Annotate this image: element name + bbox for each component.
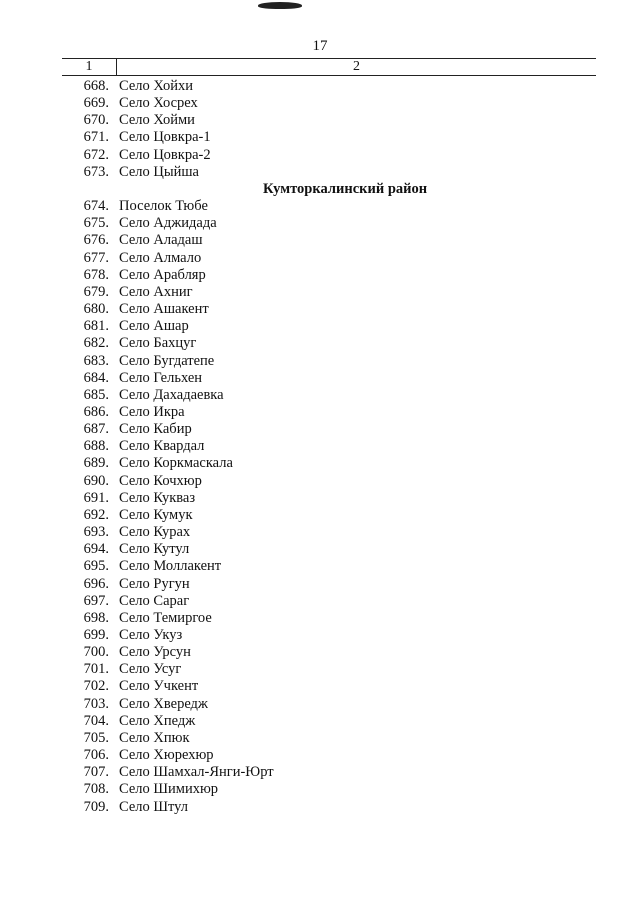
item-number: 681. — [83, 318, 109, 335]
item-number: 687. — [83, 421, 109, 438]
settlement-name: Село Темиргое — [119, 609, 212, 626]
settlement-name: Село Дахадаевка — [119, 386, 224, 403]
item-number: 685. — [83, 386, 109, 403]
list-item — [0, 576, 640, 593]
settlement-name: Село Кукваз — [119, 489, 196, 506]
settlement-name: Село Бугдатепе — [119, 352, 215, 369]
settlement-name: Село Кабир — [119, 421, 192, 438]
settlement-name: Село Учкент — [119, 678, 199, 695]
item-number: 679. — [83, 283, 109, 300]
settlement-name: Село Ахниг — [119, 283, 193, 300]
settlement-name: Село Усуг — [119, 661, 182, 678]
settlement-name: Село Гельхен — [119, 369, 203, 386]
settlement-name: Село Хвередж — [119, 695, 208, 712]
settlement-name: Село Шамхал-Янги-Юрт — [119, 764, 274, 781]
item-number: 705. — [83, 729, 109, 746]
list-item — [0, 147, 640, 164]
item-number: 709. — [83, 798, 109, 815]
list-item — [0, 129, 640, 146]
settlement-name: Село Кочхюр — [119, 472, 202, 489]
item-number: 676. — [83, 232, 109, 249]
list-item — [0, 473, 640, 490]
list-item — [0, 610, 640, 627]
list-item — [0, 232, 640, 249]
settlement-name: Село Укуз — [119, 627, 183, 643]
list-item — [0, 370, 640, 387]
settlement-name: Село Икра — [119, 403, 185, 420]
settlement-name: Село Ашар — [119, 318, 189, 335]
item-number: 698. — [83, 609, 109, 626]
item-number: 695. — [83, 558, 109, 575]
table-header-bottom-border — [62, 75, 596, 76]
scan-artifact — [258, 2, 302, 9]
settlement-name: Село Цовкра-1 — [119, 129, 211, 146]
item-number: 673. — [83, 163, 109, 180]
list-item — [0, 198, 640, 215]
list-item — [0, 78, 640, 95]
item-number: 669. — [83, 95, 109, 112]
list-item — [0, 593, 640, 610]
settlement-name: Село Кумук — [119, 506, 193, 523]
settlement-name: Село Алмало — [119, 249, 202, 266]
settlement-name: Село Моллакент — [119, 558, 222, 575]
item-number: 688. — [83, 438, 109, 455]
item-number: 674. — [83, 198, 109, 215]
list-item — [0, 558, 640, 575]
list-item — [0, 387, 640, 404]
item-number: 682. — [83, 335, 109, 352]
item-number: 697. — [83, 592, 109, 609]
list-item — [0, 301, 640, 318]
settlement-name: Село Арабляр — [119, 266, 206, 283]
item-number: 696. — [83, 575, 109, 592]
list-item — [0, 250, 640, 267]
item-number: 701. — [83, 661, 109, 678]
settlement-list — [0, 78, 640, 816]
item-number: 671. — [83, 129, 109, 146]
settlement-name: Село Бахцуг — [119, 335, 197, 352]
list-item — [0, 215, 640, 232]
settlement-name: Село Сараг — [119, 592, 190, 609]
list-item — [0, 696, 640, 713]
settlement-name: Село Хойхи — [119, 78, 193, 94]
settlement-name: Село Урсун — [119, 644, 191, 661]
column-header-number: 1 — [85, 59, 93, 74]
settlement-name: Село Хпюк — [119, 729, 190, 746]
settlement-name: Село Шимихюр — [119, 781, 219, 798]
district-heading: Кумторкалинский район — [263, 180, 428, 197]
item-number: 694. — [83, 541, 109, 558]
item-number: 692. — [83, 506, 109, 523]
settlement-name: Село Цыйша — [119, 163, 199, 180]
item-number: 677. — [83, 249, 109, 266]
settlement-name: Село Курах — [119, 524, 191, 541]
settlement-name: Село Штул — [119, 798, 189, 815]
list-item — [0, 524, 640, 541]
settlement-name: Поселок Тюбе — [119, 198, 208, 215]
settlement-name: Село Хюрехюр — [119, 747, 214, 764]
settlement-name: Село Квардал — [119, 438, 205, 455]
item-number: 708. — [83, 781, 109, 798]
list-item — [0, 730, 640, 747]
list-item — [0, 335, 640, 352]
item-number: 684. — [83, 369, 109, 386]
item-number: 683. — [83, 352, 109, 369]
list-item — [0, 644, 640, 661]
list-item — [0, 95, 640, 112]
settlement-name: Село Цовкра-2 — [119, 146, 211, 163]
settlement-name: Село Коркмаскала — [119, 455, 233, 472]
list-item — [0, 267, 640, 284]
settlement-name: Село Аджидада — [119, 215, 217, 232]
item-number: 689. — [83, 455, 109, 472]
list-item — [0, 747, 640, 764]
list-item — [0, 284, 640, 301]
list-item — [0, 438, 640, 455]
list-item — [0, 421, 640, 438]
settlement-name: Село Ругун — [119, 575, 190, 592]
list-item — [0, 507, 640, 524]
list-item — [0, 490, 640, 507]
item-number: 668. — [83, 78, 109, 94]
item-number: 691. — [83, 489, 109, 506]
list-item — [0, 353, 640, 370]
item-number: 700. — [83, 644, 109, 661]
list-item — [0, 455, 640, 472]
settlement-name: Село Кутул — [119, 541, 190, 558]
settlement-name: Село Хойми — [119, 112, 195, 129]
list-item — [0, 764, 640, 781]
item-number: 686. — [83, 403, 109, 420]
item-number: 693. — [83, 524, 109, 541]
list-item — [0, 112, 640, 129]
list-item — [0, 661, 640, 678]
settlement-name: Село Аладаш — [119, 232, 203, 249]
item-number: 707. — [83, 764, 109, 781]
list-item — [0, 541, 640, 558]
list-item — [0, 678, 640, 695]
item-number: 678. — [83, 266, 109, 283]
list-item — [0, 627, 640, 644]
settlement-name: Село Хосрех — [119, 95, 198, 112]
item-number: 704. — [83, 712, 109, 729]
item-number: 699. — [83, 627, 109, 643]
list-item — [0, 318, 640, 335]
item-number: 675. — [83, 215, 109, 232]
item-number: 690. — [83, 472, 109, 489]
column-header-name: 2 — [353, 59, 360, 74]
item-number: 670. — [83, 112, 109, 129]
item-number: 680. — [83, 301, 109, 318]
list-item — [0, 781, 640, 798]
settlement-name: Село Ашакент — [119, 301, 209, 318]
item-number: 703. — [83, 695, 109, 712]
item-number: 702. — [83, 678, 109, 695]
page-number: 17 — [312, 38, 328, 54]
list-item — [0, 164, 640, 181]
item-number: 672. — [83, 146, 109, 163]
settlement-name: Село Хпедж — [119, 712, 196, 729]
list-item — [0, 799, 640, 816]
item-number: 706. — [83, 747, 109, 764]
list-item — [0, 713, 640, 730]
list-item — [0, 404, 640, 421]
